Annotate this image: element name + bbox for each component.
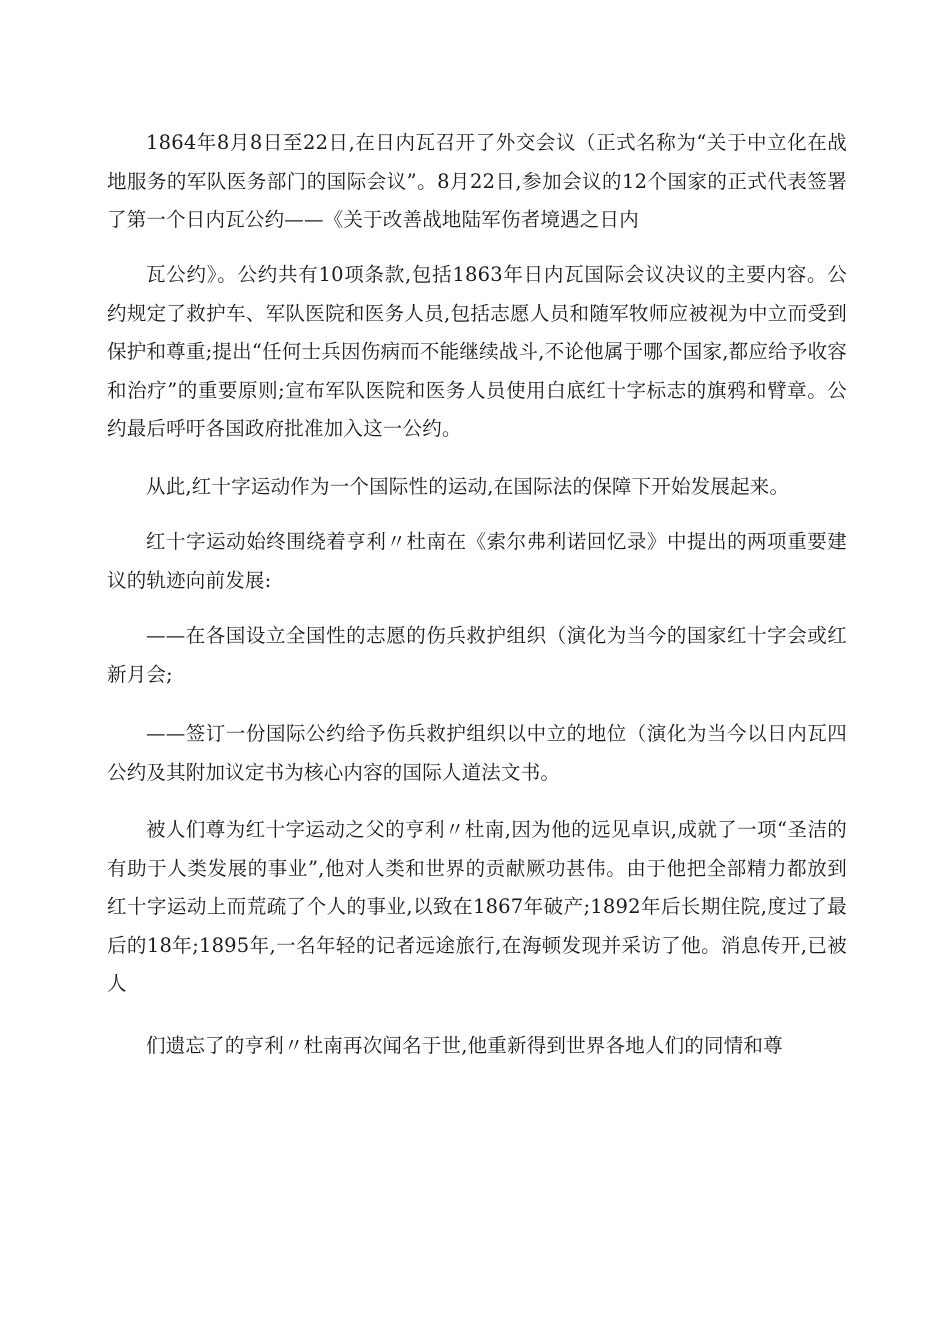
- paragraph-dunant-rediscovered: 们遗忘了的亨利〃杜南再次闻名于世,他重新得到世界各地人们的同情和尊: [146, 1034, 783, 1057]
- paragraph-dunant-biography: 被人们尊为红十字运动之父的亨利〃杜南,因为他的远见卓识,成就了一项“圣洁的有助于人类发展的事业”,他对人类和世界的贡献厥功甚伟。由于他把全部精力都放到红十字运动上而荒疏了个人的事业,以致在1867年破产;1892年后长期住院,度过了最后的18年;1895年,一名年轻的记者远途旅行,在海顿发现并采访了他。消息传开,已被人: [107, 818, 847, 995]
- paragraph-movement-development: 从此,红十字运动作为一个国际性的运动,在国际法的保障下开始发展起来。: [146, 475, 790, 498]
- paragraph-convention-terms: 瓦公约》。公约共有10项条款,包括1863年日内瓦国际会议决议的主要内容。公约规定了救护车、军队医院和医务人员,包括志愿人员和随军牧师应被视为中立而受到保护和尊重;提出“任何士兵因伤病而不能继续战斗,不论他属于哪个国家,都应给予收容和治疗”的重要原则;宣布军队医院和医务人员使用白底红十字标志的旗鸦和臂章。公约最后呼吁各国政府批准加入这一公约。: [107, 263, 847, 440]
- paragraph-proposal-one: ——在各国设立全国性的志愿的伤兵救护组织（演化为当今的国家红十字会或红新月会;: [107, 624, 847, 686]
- paragraph-geneva-conference: 1864年8月8日至22日,在日内瓦召开了外交会议（正式名称为“关于中立化在战地服务的军队医务部门的国际会议”。8月22日,参加会议的12个国家的正式代表签署了第一个日内瓦公约——《关于改善战地陆军伤者境遇之日内: [107, 131, 847, 231]
- paragraph-dunant-proposals: 红十字运动始终围绕着亨利〃杜南在《索尔弗利诺回忆录》中提出的两项重要建议的轨迹向前发展:: [107, 530, 847, 592]
- paragraph-proposal-two: ——签订一份国际公约给予伤兵救护组织以中立的地位（演化为当今以日内瓦四公约及其附加议定书为核心内容的国际人道法文书。: [107, 722, 847, 784]
